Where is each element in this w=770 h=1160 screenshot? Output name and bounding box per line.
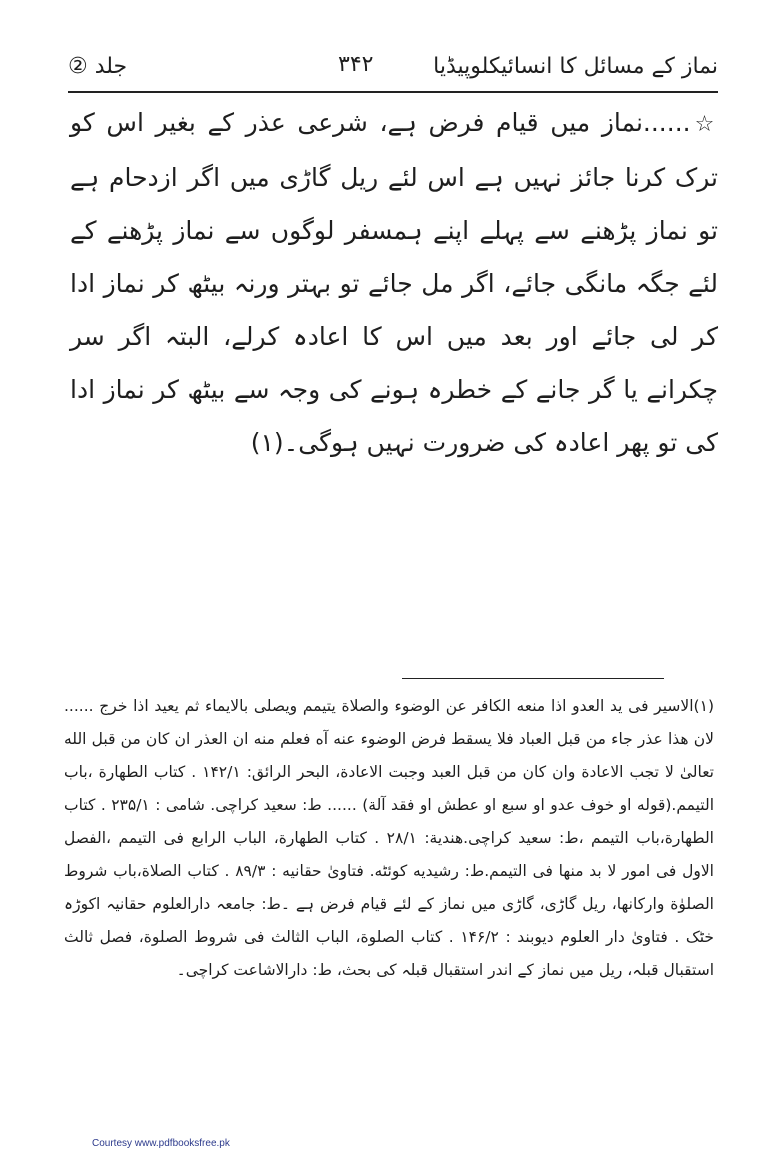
volume-label: جلد ② <box>68 54 128 79</box>
footnote-divider <box>402 678 664 679</box>
page-number: ۳۴۲ <box>338 52 374 77</box>
star-icon: ☆ <box>694 112 718 137</box>
paragraph-text: ......نماز میں قیام فرض ہے، شرعی عذر کے بغیر اس کو ترک کرنا جائز نہیں ہے اس لئے ریل گاڑی میں اگر ازدحام ہے تو نماز پڑھنے سے پہلے اپنے ہمسفر لوگوں سے نماز پڑھنے کے لئے جگہ مانگی جائے، اگر مل جائے تو بہتر ورنہ بیٹھ کر نماز ادا کر لی جائے اور بعد میں اس کا اعادہ کرلے، البتہ اگر سر چکرانے یا گر جانے کے خطرہ ہونے کی وجہ سے بیٹھ کر نماز ادا کی تو پھر اعادہ کی ضرورت نہیں ہوگی۔(۱) <box>70 108 718 457</box>
book-title: نماز کے مسائل کا انسائیکلوپیڈیا <box>433 54 718 79</box>
page-header <box>68 48 718 88</box>
footnote: (۱)الاسیر فی ید العدو اذا منعه الکافر عن الوضوء والصلاة یتیمم ویصلی بالایماء ثم یعید اذا خرج ...... لان هذا عذر جاء من قبل العباد فلا یسقط فرض الوضوء عنه آه فعلم منه ان العذر ان کان من قبل الله تعالیٰ لا تجب الاعادة وان کان من قبل العبد وجبت الاعادة، البحر الرائق: ۱۴۲/۱ . کتاب الطهارة ،باب التیمم.(قوله او خوف عدو او سبع او عطش او فقد آلة) ...... ط: سعید کراچی. شامی : ۲۳۵/۱ . کتاب الطهارة،باب التیمم ،ط: سعید کراچی.هندیة: ۲۸/۱ . کتاب الطهارة، الباب الرابع فی التیمم ،الفصل الاول فی امور لا بد منها فی التیمم.ط: رشیدیه کوئٹه. فتاویٰ حقانیه : ۸۹/۳ . کتاب الصلاة،باب شروط الصلوٰة وارکانها، ریل گاڑی، گاڑی میں نماز کے لئے قیام فرض ہے ۔ط: جامعہ دارالعلوم حقانیہ اکوڑہ خٹک . فتاویٰ دار العلوم دیوبند : ۱۴۶/۲ . کتاب الصلوة، الباب الثالث فی شروط الصلوة، فصل ثالث استقبال قبلہ، ریل میں نماز کے اندر استقبال قبلہ کی بحث، ط: دارالاشاعت کراچی۔ <box>64 697 715 979</box>
main-paragraph <box>70 96 718 469</box>
courtesy-watermark: Courtesy www.pdfbooksfree.pk <box>92 1138 230 1149</box>
header-divider <box>68 91 718 93</box>
